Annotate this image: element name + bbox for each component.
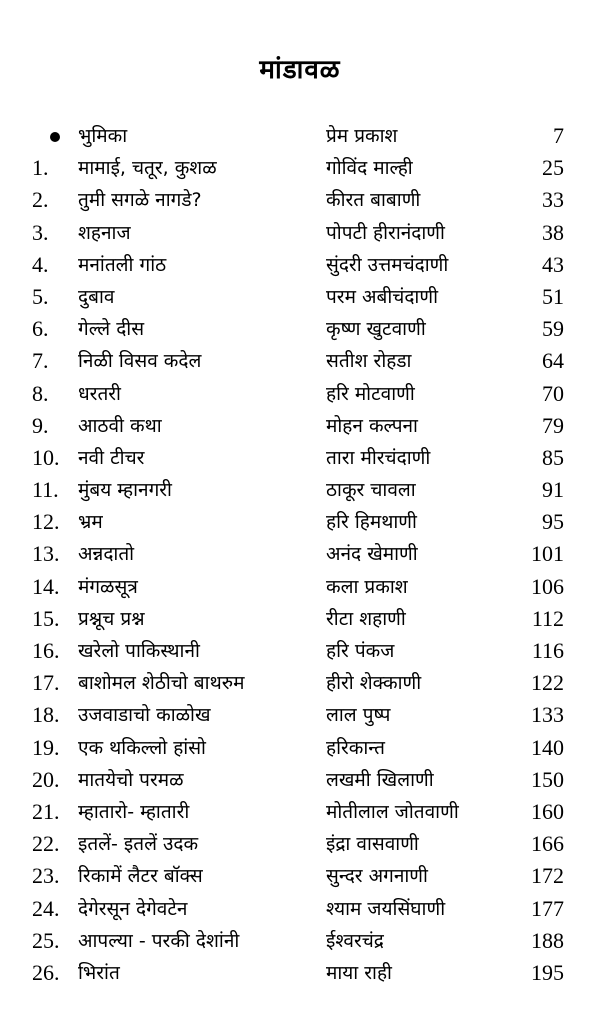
toc-entry [0, 925, 600, 957]
entry-number: 20. [32, 766, 60, 792]
page-number: 106 [531, 573, 564, 599]
toc-entry [0, 732, 600, 764]
story-title: भिरांत [78, 961, 120, 984]
story-title: धरतरी [78, 382, 121, 405]
story-title: नवी टीचर [78, 446, 145, 469]
author-name: पोपटी हीरानंदाणी [326, 221, 445, 244]
page-number: 91 [542, 477, 564, 503]
story-title: प्रश्नूच प्रश्न [78, 607, 145, 630]
author-name: मोतीलाल जोतवाणी [326, 800, 459, 823]
page-number: 70 [542, 380, 564, 406]
toc-entry [0, 860, 600, 892]
page-number: 195 [531, 959, 564, 985]
page-number: 33 [542, 187, 564, 213]
entry-number: 1. [32, 155, 49, 181]
author-name: मोहन कल्पना [326, 414, 418, 437]
author-name: लाल पुष्प [326, 704, 391, 727]
toc-entry [0, 345, 600, 377]
toc-entry [0, 603, 600, 635]
author-name: कृष्ण खुटवाणी [326, 318, 426, 341]
page-title: मांडावळ [259, 55, 341, 85]
author-name: कीरत बाबाणी [326, 189, 421, 212]
story-title: शहनाज [78, 221, 131, 244]
author-name: परम अबीचंदाणी [326, 285, 438, 308]
page-number: 51 [542, 283, 564, 309]
page-number: 122 [531, 670, 564, 696]
story-title: उजवाडाचो काळोख [78, 704, 211, 727]
page-number: 150 [531, 766, 564, 792]
story-title: अन्नदातो [78, 543, 135, 566]
page-number: 7 [553, 123, 564, 148]
entry-number: 13. [32, 541, 60, 567]
story-title: म्हातारो- म्हातारी [78, 800, 190, 823]
entry-number: 25. [32, 927, 60, 953]
author-name: गोविंद माल्ही [326, 157, 413, 180]
page-number: 79 [542, 412, 564, 438]
author-name: ठाकूर चावला [326, 479, 416, 502]
story-title: आपल्या - परकी देशांनी [78, 929, 240, 952]
toc-entry [0, 313, 600, 345]
story-title: निळी विसव कदेल [78, 350, 202, 373]
page-number: 95 [542, 509, 564, 535]
story-title: मातयेचो परमळ [78, 768, 184, 791]
page-number: 188 [531, 927, 564, 953]
table-of-contents [0, 120, 600, 989]
entry-number: 18. [32, 702, 60, 728]
page-number: 172 [531, 863, 564, 889]
toc-entry [0, 442, 600, 474]
story-title: इतलें- इतलें उदक [78, 833, 199, 856]
author-name: माया राही [326, 961, 392, 984]
entry-number: 11. [32, 477, 59, 503]
story-title: मामाई, चतूर, कुशळ [78, 157, 217, 180]
author-name: श्याम जयसिंघाणी [326, 897, 446, 920]
story-title: बाशोमल शेठीचो बाथरुम [78, 672, 245, 695]
page-number: 140 [531, 734, 564, 760]
story-title: एक थकिल्लो हांसो [78, 736, 206, 759]
author-name: हरि मोटवाणी [326, 382, 415, 405]
author-name: हीरो शेक्काणी [326, 672, 422, 695]
page-number: 177 [531, 895, 564, 921]
toc-entry [0, 764, 600, 796]
entry-number: 17. [32, 670, 60, 696]
entry-number: 4. [32, 251, 49, 277]
page-number: 101 [531, 541, 564, 567]
author-name: सतीश रोहडा [326, 350, 412, 373]
page-number: 64 [542, 348, 564, 374]
story-title: मंगळसूत्र [78, 575, 138, 598]
story-title: आठवी कथा [78, 414, 162, 437]
entry-number: 16. [32, 638, 60, 663]
toc-entry [0, 474, 600, 506]
author-name: कला प्रकाश [326, 575, 408, 598]
toc-entry [0, 699, 600, 731]
page-number: 38 [542, 219, 564, 245]
toc-entry [0, 828, 600, 860]
story-title: मुंबय म्हानगरी [78, 479, 172, 502]
page-number: 43 [542, 251, 564, 277]
story-title: गेल्ले दीस [78, 318, 145, 341]
story-title: भ्रम [78, 511, 103, 534]
page-number: 133 [531, 702, 564, 728]
entry-number: 23. [32, 863, 60, 889]
toc-entry [0, 571, 600, 603]
author-name: हरिकान्त [326, 736, 385, 759]
entry-number: 6. [32, 316, 49, 342]
entry-number: 8. [32, 380, 49, 406]
page-number: 85 [542, 444, 564, 470]
page-number: 25 [542, 155, 564, 181]
story-title: खरेलो पाकिस्थानी [78, 640, 200, 662]
story-title: तुमी सगळे नागडे? [78, 189, 202, 212]
entry-number: 26. [32, 959, 60, 985]
entry-number: 3. [32, 219, 49, 245]
author-name: हरि पंकज [326, 640, 395, 662]
toc-entry [0, 184, 600, 216]
page-number: 166 [531, 831, 564, 857]
story-title: रिकामें लैटर बॉक्स [78, 865, 203, 888]
author-name: अनंद खेमाणी [326, 543, 418, 566]
entry-number: 9. [32, 412, 49, 438]
toc-entry [0, 538, 600, 570]
page-number: 59 [542, 316, 564, 342]
author-name: हरि हिमथाणी [326, 511, 417, 534]
toc-entry [0, 667, 600, 699]
toc-entry [0, 410, 600, 442]
entry-number: 24. [32, 895, 60, 921]
story-title: देगेरसून देगेवटेन [78, 897, 188, 920]
toc-entry [0, 120, 600, 152]
page-number: 112 [531, 605, 564, 631]
bullet-icon [50, 132, 60, 142]
author-name: ईश्वरचंद्र [326, 929, 384, 952]
author-name: सुंदरी उत्तमचंदाणी [326, 253, 449, 276]
entry-number: 2. [32, 187, 49, 213]
toc-entry [0, 249, 600, 281]
toc-entry [0, 281, 600, 313]
entry-number: 14. [32, 573, 60, 599]
entry-number: 15. [32, 605, 60, 631]
entry-number: 7. [32, 348, 49, 374]
author-name: प्रेम प्रकाश [326, 125, 398, 147]
author-name: तारा मीरचंदाणी [326, 446, 431, 469]
entry-number: 22. [32, 831, 60, 857]
author-name: इंद्रा वासवाणी [326, 833, 419, 856]
story-title: मनांतली गांठ [78, 253, 167, 276]
author-name: लखमी खिलाणी [326, 768, 434, 791]
page-number: 160 [531, 798, 564, 824]
entry-number: 10. [32, 444, 60, 470]
toc-entry [0, 635, 600, 667]
toc-entry [0, 152, 600, 184]
entry-number: 21. [32, 798, 60, 824]
entry-number: 12. [32, 509, 60, 535]
entry-number: 5. [32, 283, 49, 309]
author-name: सुन्दर अगनाणी [326, 865, 428, 888]
toc-entry [0, 796, 600, 828]
toc-entry [0, 217, 600, 249]
story-title: दुबाव [78, 285, 115, 308]
toc-entry [0, 893, 600, 925]
entry-number: 19. [32, 734, 60, 760]
toc-entry [0, 957, 600, 989]
toc-entry [0, 378, 600, 410]
toc-entry [0, 506, 600, 538]
story-title: भुमिका [78, 125, 128, 147]
author-name: रीटा शहाणी [326, 607, 406, 630]
page-number: 116 [531, 638, 564, 663]
